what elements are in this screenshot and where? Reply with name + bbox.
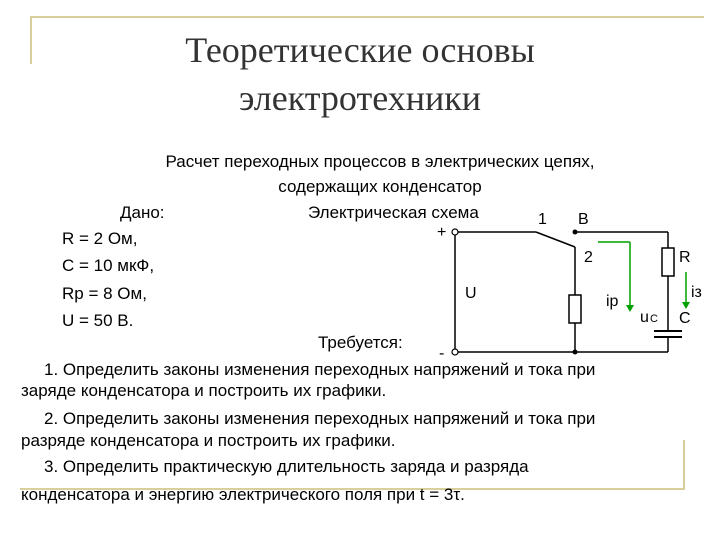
contact-1-node (573, 230, 578, 235)
subtitle-line1: Расчет переходных процессов в электрических цепях, (165, 152, 595, 171)
task-2-line1: 2. Определить законы изменения переходных напряжений и тока при (44, 409, 596, 428)
task-1-line2: заряде конденсатора и построить их графики. (21, 381, 387, 400)
source-label-u: U (465, 285, 477, 302)
switch-pos1-label: 1 (538, 211, 547, 228)
cap-voltage-subscript: C (650, 313, 658, 325)
charge-arrow-head (682, 302, 690, 309)
bottom-node (573, 350, 578, 355)
discharge-arrow-head (626, 305, 634, 312)
discharge-current-label: iр (606, 293, 619, 310)
task-2-line2: разряде конденсатора и построить их графики. (21, 431, 396, 450)
given-item-rp: Rр = 8 Ом, (62, 284, 147, 303)
rp-resistor (569, 295, 581, 323)
task-3-line1: 3. Определить практическую длительность заряда и разряда (44, 457, 529, 476)
switch-blade (536, 232, 575, 247)
schema-label: Электрическая схема (308, 203, 479, 222)
r-resistor (662, 248, 674, 276)
plus-terminal (452, 229, 458, 235)
switch-label-b: В (578, 211, 589, 228)
given-item-r: R = 2 Ом, (62, 229, 138, 248)
charge-current-label: iз (691, 284, 702, 301)
task-1-line1: 1. Определить законы изменения переходных напряжений и тока при (44, 360, 596, 379)
plus-sign: + (437, 224, 447, 241)
slide-title-line2: электротехники (239, 78, 481, 118)
minus-terminal (452, 349, 458, 355)
switch-pos2-label: 2 (584, 249, 593, 266)
minus-sign: - (439, 345, 445, 362)
given-label: Дано: (120, 203, 165, 222)
given-item-c: C = 10 мкФ, (62, 256, 155, 275)
capacitor-label-c: C (679, 310, 691, 327)
resistor-label-r: R (679, 249, 691, 266)
slide-title-line1: Теоретические основы (185, 30, 535, 70)
subtitle-line2: содержащих конденсатор (278, 177, 482, 196)
cap-voltage-label: u (640, 309, 649, 326)
task-3-line2: конденсатора и энергию электрического поля при t = 3τ. (21, 485, 465, 504)
required-label: Требуется: (318, 333, 403, 352)
given-item-u: U = 50 В. (62, 311, 134, 330)
